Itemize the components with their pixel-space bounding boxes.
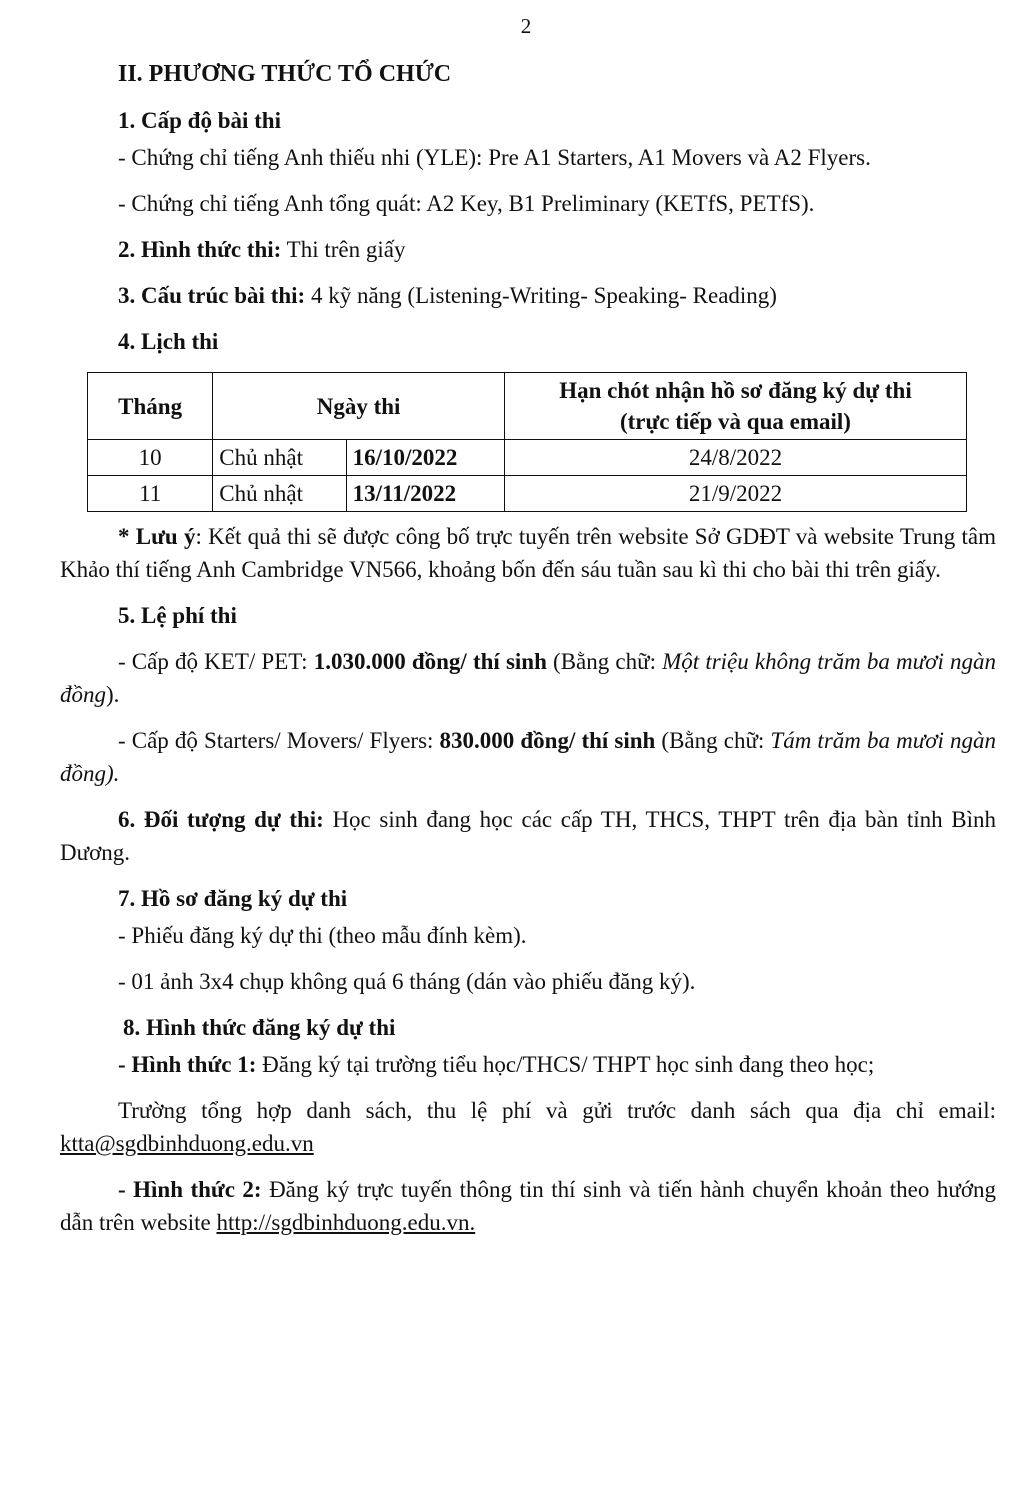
label-note: * Lưu ý [118,524,196,549]
paragraph-fee-ket-pet [60,645,996,711]
text-candidates: Học sinh đang học các cấp TH, THCS, THPT trên địa bàn tỉnh Bình Dương. [60,807,997,865]
cell-date: 13/11/2022 [346,476,504,512]
label-method-2: - Hình thức 2: [118,1177,262,1202]
heading-documents: 7. Hồ sơ đăng ký dự thi [118,886,348,911]
fee-yle-amount: 830.000 đồng/ thí sinh [439,728,656,753]
paragraph-method-1 [60,1048,996,1081]
paragraph-fee-yle [60,724,996,790]
cell-month: 10 [88,440,213,476]
fee-yle-prefix: - Cấp độ Starters/ Movers/ Flyers: [118,728,440,753]
paragraph-exam-format [60,233,996,266]
paragraph-general: - Chứng chỉ tiếng Anh tổng quát: A2 Key, B1 Preliminary (KETfS, PETfS). [118,191,815,216]
cell-day: Chủ nhật [213,476,346,512]
header-date: Ngày thi [213,373,505,440]
cell-deadline: 24/8/2022 [504,440,966,476]
paragraph-photo: - 01 ảnh 3x4 chụp không quá 6 tháng (dán vào phiếu đăng ký). [118,969,696,994]
label-candidates: 6. Đối tượng dự thi: [118,807,324,832]
table-row [88,476,967,512]
page-number: 2 [520,14,532,38]
heading-schedule: 4. Lịch thi [118,329,219,354]
email-link[interactable]: ktta@sgdbinhduong.edu.vn [60,1131,314,1156]
document-body [60,58,996,1239]
header-month: Tháng [88,373,213,440]
fee-yle-words: Tám trăm ba mươi ngàn đồng). [60,728,997,786]
label-exam-format: 2. Hình thức thi: [118,237,282,262]
fee-yle-words-label: (Bằng chữ: [655,728,771,753]
website-link[interactable]: http://sgdbinhduong.edu.vn. [216,1210,476,1235]
paragraph-method-1-note [60,1094,996,1160]
cell-day: Chủ nhật [213,440,346,476]
cell-deadline: 21/9/2022 [504,476,966,512]
header-deadline-line2: (trực tiếp và qua email) [619,409,851,434]
fee-ket-pet-amount: 1.030.000 đồng/ thí sinh [313,649,547,674]
paragraph-note [60,520,996,586]
text-method-1: Đăng ký tại trường tiểu học/THCS/ THPT học sinh đang theo học; [256,1052,875,1077]
paragraph-candidates [60,803,996,869]
fee-ket-pet-words-label: (Bằng chữ: [546,649,663,674]
text-method-2: Đăng ký trực tuyến thông tin thí sinh và tiến hành chuyển khoản theo hướng dẫn trên website [60,1177,996,1235]
fee-ket-pet-words: Một triệu không trăm ba mươi ngàn đồng [60,649,996,707]
paragraph-exam-structure [60,279,996,312]
heading-registration: 8. Hình thức đăng ký dự thi [123,1015,396,1040]
table-header-row [88,373,967,440]
cell-month: 11 [88,476,213,512]
label-method-1: - Hình thức 1: [118,1052,257,1077]
text-exam-structure: 4 kỹ năng (Listening-Writing- Speaking- Reading) [305,283,777,308]
paragraph-form: - Phiếu đăng ký dự thi (theo mẫu đính kèm). [118,923,527,948]
heading-exam-level: 1. Cấp độ bài thi [118,108,281,133]
heading-fee: 5. Lệ phí thi [118,603,237,628]
fee-ket-pet-prefix: - Cấp độ KET/ PET: [118,649,314,674]
text-exam-format: Thi trên giấy [281,237,406,262]
schedule-table [87,372,967,512]
cell-date: 16/10/2022 [346,440,504,476]
paragraph-method-2 [60,1173,996,1239]
section-title: II. PHƯƠNG THỨC TỔ CHỨC [118,61,452,87]
fee-ket-pet-suffix: ). [106,682,120,707]
text-note: : Kết quả thi sẽ được công bố trực tuyến trên website Sở GDĐT và website Trung tâm Khảo thí tiếng Anh Cambridge VN566, khoảng bốn đến sáu tuần sau kì thi cho bài thi trên giấy. [60,524,996,582]
text-method-1-note: Trường tổng hợp danh sách, thu lệ phí và gửi trước danh sách qua địa chỉ email: [118,1098,996,1123]
paragraph-yle: - Chứng chỉ tiếng Anh thiếu nhi (YLE): Pre A1 Starters, A1 Movers và A2 Flyers. [118,145,871,170]
header-deadline-line1: Hạn chót nhận hồ sơ đăng ký dự thi [559,378,912,403]
header-deadline [504,373,966,440]
label-exam-structure: 3. Cấu trúc bài thi: [118,283,306,308]
table-row [88,440,967,476]
